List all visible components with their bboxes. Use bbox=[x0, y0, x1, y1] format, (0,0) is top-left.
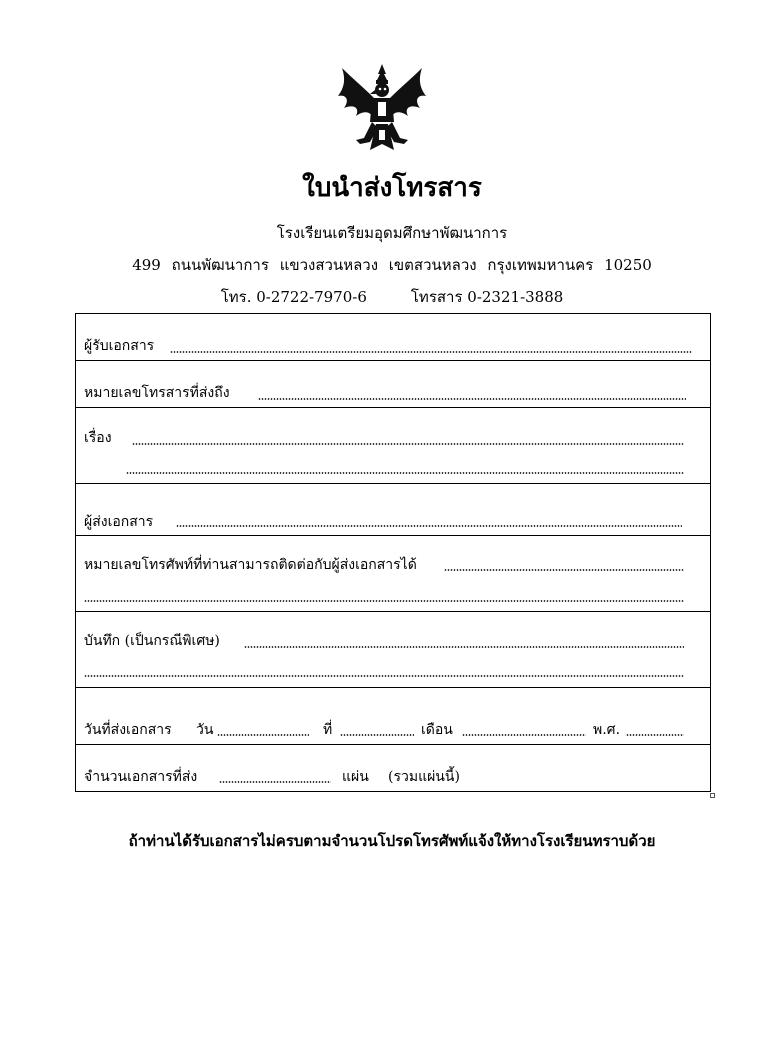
school-address bbox=[0, 254, 784, 276]
garuda-emblem-icon bbox=[334, 58, 430, 158]
fax-to-row bbox=[76, 361, 710, 408]
address-district: เขตสวนหลวง bbox=[388, 256, 477, 274]
note-field[interactable] bbox=[244, 646, 684, 648]
contact-numbers bbox=[0, 286, 784, 308]
subject-field-line-2[interactable] bbox=[126, 472, 684, 474]
date-field[interactable] bbox=[340, 734, 414, 736]
recipient-label: ผู้รับเอกสาร bbox=[84, 338, 155, 354]
month-label: เดือน bbox=[421, 722, 453, 738]
sender-row bbox=[76, 484, 710, 536]
contact-phone-field[interactable] bbox=[444, 569, 684, 571]
day-label: วัน bbox=[196, 722, 214, 738]
year-label: พ.ศ. bbox=[593, 722, 621, 738]
fax-to-label: หมายเลขโทรสารที่ส่งถึง bbox=[84, 385, 230, 401]
recipient-field[interactable] bbox=[170, 351, 692, 353]
subject-field-line-1[interactable] bbox=[132, 443, 684, 445]
contact-phone-row bbox=[76, 536, 710, 612]
send-date-row bbox=[76, 688, 710, 745]
resize-handle[interactable] bbox=[710, 793, 715, 798]
month-field[interactable] bbox=[462, 734, 586, 736]
contact-phone-label: หมายเลขโทรศัพท์ที่ท่านสามารถติดต่อกับผู้ส่งเอกสารได้ bbox=[84, 557, 417, 573]
subject-row bbox=[76, 408, 710, 484]
sender-label: ผู้ส่งเอกสาร bbox=[84, 514, 154, 530]
school-name: โรงเรียนเตรียมอุดมศึกษาพัฒนาการ bbox=[276, 224, 508, 242]
day-field[interactable] bbox=[217, 734, 309, 736]
date-label: ที่ bbox=[323, 722, 333, 738]
address-city: กรุงเทพมหานคร bbox=[487, 256, 594, 274]
address-subdistrict: แขวงสวนหลวง bbox=[279, 256, 379, 274]
address-postcode: 10250 bbox=[604, 256, 652, 274]
note-field-line-2[interactable] bbox=[84, 675, 684, 677]
contact-phone-field-line-2[interactable] bbox=[84, 600, 684, 602]
phone-number: โทร. 0-2722-7970-6 bbox=[220, 288, 367, 306]
page-count-row bbox=[76, 745, 710, 791]
page-unit-label: แผ่น bbox=[342, 769, 369, 785]
fax-number: โทรสาร 0-2321-3888 bbox=[410, 288, 564, 306]
note-row bbox=[76, 612, 710, 688]
address-road: ถนนพัฒนาการ bbox=[171, 256, 269, 274]
subject-label: เรื่อง bbox=[84, 430, 112, 446]
recipient-row bbox=[76, 314, 710, 361]
fax-to-field[interactable] bbox=[258, 398, 686, 400]
footer-note: ถ้าท่านได้รับเอกสารไม่ครบตามจำนวนโปรดโทรศัพท์แจ้งให้ทางโรงเรียนทราบด้วย bbox=[128, 832, 656, 850]
document-title: ใบนำส่งโทรสาร bbox=[302, 173, 482, 203]
note-label: บันทึก (เป็นกรณีพิเศษ) bbox=[84, 633, 220, 649]
send-date-label: วันที่ส่งเอกสาร bbox=[84, 722, 172, 738]
year-field[interactable] bbox=[626, 734, 684, 736]
page-note-label: (รวมแผ่นนี้) bbox=[388, 769, 460, 785]
sender-field[interactable] bbox=[176, 525, 682, 527]
address-number: 499 bbox=[132, 256, 161, 274]
fax-cover-form bbox=[75, 313, 711, 792]
page-count-label: จำนวนเอกสารที่ส่ง bbox=[84, 769, 198, 785]
page-count-field[interactable] bbox=[219, 781, 331, 783]
